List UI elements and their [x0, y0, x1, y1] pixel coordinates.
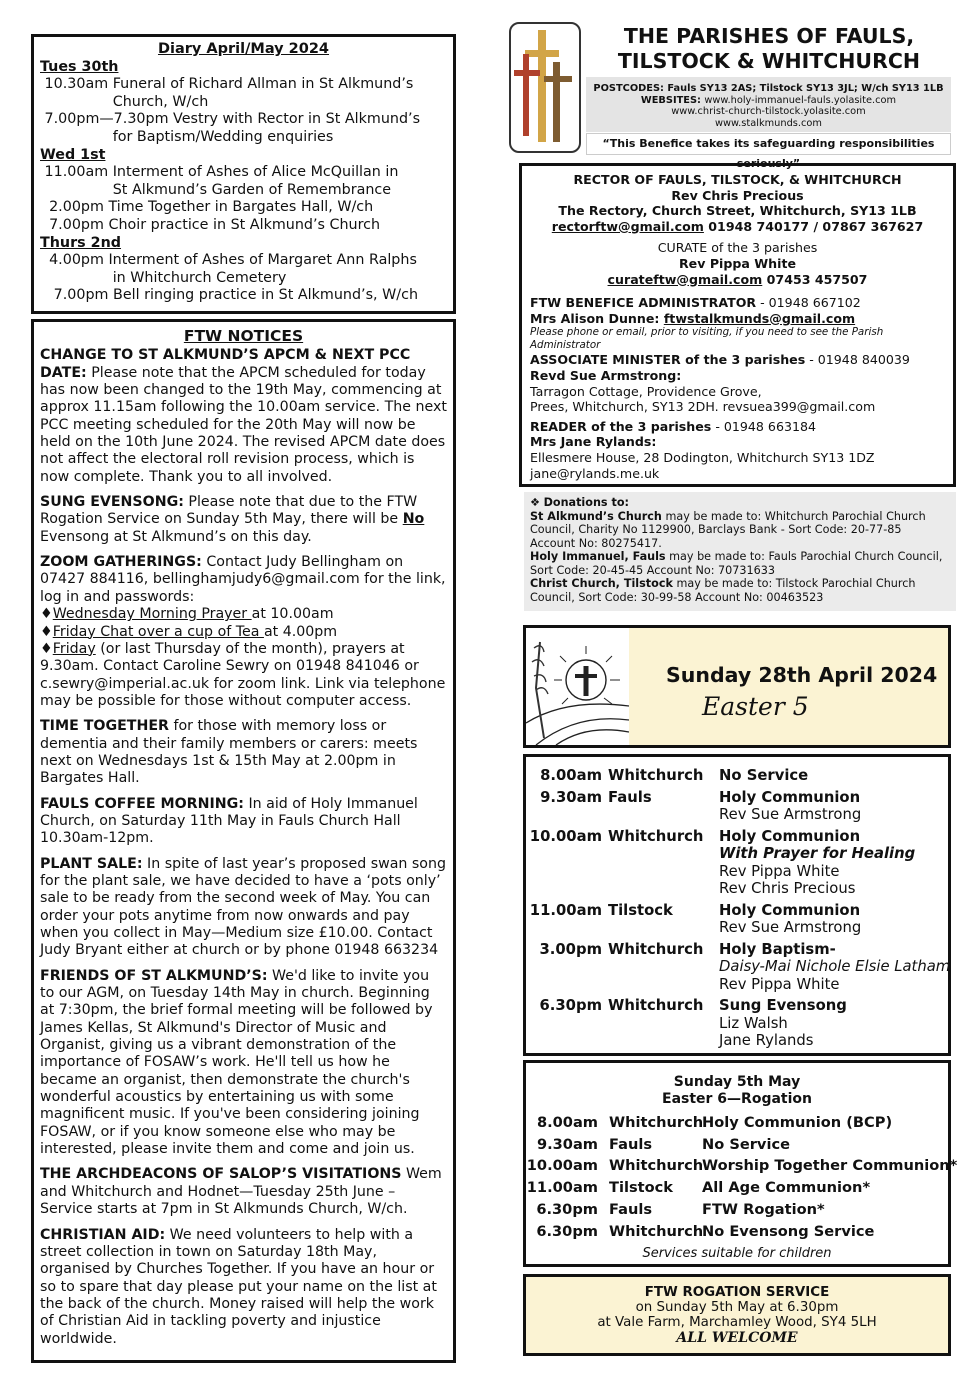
may-service-time: 10.00am [526, 1157, 598, 1175]
bullet-icon: ❖ [530, 496, 544, 509]
contacts-box [519, 163, 956, 487]
service-detail: Holy Baptism- [719, 940, 836, 958]
rogation-title: FTW ROGATION SERVICE [644, 1285, 830, 1300]
service-detail: Holy Communion [719, 827, 861, 845]
service-details [719, 828, 915, 898]
crosses-logo [509, 22, 581, 153]
service-details [719, 997, 847, 1050]
diary-entry: 11.00am Interment of Ashes of Alice McQuillan in [40, 164, 399, 181]
notice-text: for those with memory loss or dementia and their family members or carers: meets next on Wednesdays 1st & 15th May at 2.00pm in Bargates Hall. [40, 718, 418, 787]
service-time: 11.00am [529, 901, 602, 919]
zoom-item: ♦Friday (or last Thursday of the month), prayers at 9.30am. Contact Caroline Sewry on 01948 841046 or c.sewry@imperial.ac.uk for zoom link. Link via telephone may be possible for those without computer access. [40, 640, 446, 709]
service-details [719, 767, 808, 785]
notice-text: Contact Judy Bellingham on 07427 884116, bellinghamjudy6@gmail.com for the link, log in and passwords: [40, 554, 446, 605]
may-service-name: No Evensong Service [702, 1222, 875, 1240]
zoom-item: ♦Friday Chat over a cup of Tea at 4.00pm [40, 623, 338, 640]
rector-name: Rev Chris Precious [671, 187, 804, 203]
diary-day: Tues 30th [40, 58, 119, 75]
associate-line [530, 352, 945, 368]
may-service-place: Whitchurch [609, 1157, 704, 1175]
associate-phone: - 01948 840039 [805, 352, 910, 368]
rector-title: RECTOR OF FAULS, TILSTOCK, & WHITCHURCH [573, 172, 902, 187]
diary-entry: 4.00pm Interment of Ashes of Margaret Ann Ralphs [40, 252, 417, 269]
zoom-item-link[interactable]: Friday Chat over a cup of Tea [52, 623, 264, 640]
notice-text: Please note that the APCM scheduled for today has now been changed to the 19th May, commencing at approx 11.15am following the 10.00am service. The next PCC meeting scheduled for the 20th May will now be held on the 10th June 2024. The revised APCM date does not affect the electoral roll revision process, which is now complete. Thank you to all involved. [40, 364, 447, 485]
donation-text: may be made to: Whitchurch Parochial Church Council, Charity No 1129900, Barclays Bank - Sort Code: 20-77-85 Account No: 80275417. [530, 509, 926, 550]
admin-name-line [530, 311, 945, 327]
notice-heading: PLANT SALE: [40, 855, 143, 872]
notice-heading: SUNG EVENSONG: [40, 494, 184, 511]
websites-line [586, 95, 951, 107]
curate-email[interactable]: curateftw@gmail.com [607, 271, 763, 287]
service-detail: With Prayer for Healing [719, 845, 916, 862]
notice-time-together [40, 718, 447, 787]
service-time: 10.00am [529, 827, 602, 845]
service-place: Whitchurch [608, 827, 704, 845]
notice-text: Evensong at St Alkmund’s on this day. [40, 528, 312, 545]
donation-fauls [530, 550, 950, 577]
curate-title: CURATE of the 3 parishes [657, 240, 818, 256]
service-details [719, 789, 861, 824]
parish-title [588, 24, 950, 74]
may-service-name: Holy Communion (BCP) [702, 1114, 893, 1131]
crosses-icon [511, 24, 579, 151]
safeguarding-statement: “This Benefice takes its safeguarding responsibilities seriously” [586, 133, 951, 155]
zoom-item: ♦Wednesday Morning Prayer at 10.00am [40, 606, 334, 623]
curate-phone: 07453 457507 [762, 271, 868, 287]
sunrise-cross-image [526, 628, 629, 745]
rogation-venue: at Vale Farm, Marchamley Wood, SY4 5LH [597, 1315, 877, 1331]
donation-alkmund [530, 510, 950, 551]
may-service-time: 6.30pm [536, 1222, 598, 1240]
service-details [719, 902, 861, 937]
service-time: 3.00pm [539, 940, 602, 958]
admin-title: FTW BENEFICE ADMINISTRATOR [530, 295, 757, 311]
zoom-item-time: at 10.00am [251, 606, 334, 623]
curate-contact [530, 272, 945, 288]
website-link[interactable]: www.holy-immanuel-fauls.yolasite.com [704, 94, 897, 106]
notices-title: FTW NOTICES [183, 327, 304, 345]
notice-heading: CHANGE TO ST ALKMUND’S APCM & NEXT PCC DATE: [40, 347, 411, 381]
donation-church: Holy Immanuel, Fauls [530, 550, 666, 563]
rector-email[interactable]: rectorftw@gmail.com [551, 218, 704, 234]
may-service-place: Whitchurch [609, 1222, 704, 1240]
notice-friends [40, 968, 447, 1159]
admin-email[interactable]: ftwstalkmunds@gmail.com [663, 310, 856, 326]
diary-entry: in Whitchurch Cemetery [40, 269, 287, 286]
diary-box [31, 34, 456, 314]
zoom-item-time: at 4.00pm [263, 623, 338, 640]
notice-christian-aid [40, 1227, 447, 1348]
parish-title-line: THE PARISHES OF FAULS, [623, 24, 915, 48]
service-detail: No Service [719, 767, 809, 784]
service-detail: Rev Pippa White [719, 862, 840, 880]
notice-coffee [40, 796, 447, 848]
sunday-date: Sunday 28th April 2024 [666, 663, 938, 687]
zoom-item-link[interactable]: Wednesday Morning Prayer [52, 606, 252, 623]
service-time: 6.30pm [539, 997, 602, 1014]
rector-phone: 01948 740177 / 07867 367627 [703, 218, 924, 234]
may-service-name: No Service [702, 1135, 790, 1153]
service-detail: Rev Sue Armstrong [719, 919, 862, 936]
service-detail: Liz Walsh [719, 1014, 788, 1032]
diary-day: Wed 1st [40, 146, 106, 163]
notice-text: Please note that due to the FTW Rogation Service on Sunday 5th May, there will be [40, 494, 418, 528]
website-link[interactable]: www.stalkmunds.com [715, 117, 822, 129]
service-time: 9.30am [540, 788, 602, 806]
service-place: Whitchurch [608, 997, 704, 1014]
postcode-box [586, 77, 951, 132]
websites-label: WEBSITES: [640, 94, 705, 106]
notice-heading: THE ARCHDEACONS OF SALOP’S VISITATIONS [40, 1166, 402, 1183]
donation-church: St Alkmund’s Church [530, 509, 662, 523]
may-service-time: 9.30am [536, 1135, 598, 1153]
rogation-date: on Sunday 5th May at 6.30pm [635, 1300, 839, 1316]
rector-contact [530, 219, 945, 235]
may-service-time: 8.00am [536, 1114, 598, 1131]
zoom-item-link[interactable]: Friday [52, 640, 96, 657]
notice-text: In spite of last year’s proposed swan song for the plant sale, we have decided to have a ‘pots only’ sale to be ready from the second week of May. You can order your pots anytime from now onwards and pay when you collect in May—Medium size £10.00. Contact Judy Bryant either at church or by phone 01948 663234 [40, 855, 446, 959]
service-place: Whitchurch [608, 940, 704, 958]
service-detail: Holy Communion [719, 788, 861, 806]
notice-plant [40, 856, 447, 960]
notice-heading: FAULS COFFEE MORNING: [40, 795, 244, 812]
diary-title: Diary April/May 2024 [157, 41, 330, 57]
associate-address: Tarragon Cottage, Providence Grove, [530, 383, 762, 399]
notice-heading: TIME TOGETHER [40, 718, 169, 735]
notice-text: Wem and Whitchurch and Hodnet—Tuesday 25th June – Service starts at 7pm in St Alkmunds Church, W/ch. [40, 1166, 442, 1218]
rogation-box [523, 1274, 951, 1356]
notice-text: We'd like to invite you to our AGM, on Tuesday 14th May in church. Beginning at 7:30pm, the brief formal meeting will be followed by James Kellas, St Alkmund's Director of Music and Organist, giving us a vibrant demonstration of the importance of FOSAW’s work. He'll tell us how he became an organist, then demonstrate the church's wonderful acoustics by entertaining us with some magnificent music. If you've been considering joining FOSAW, or if you know someone else who may be interested, please invite them and come and join us. [40, 967, 433, 1158]
notice-apcm [40, 347, 447, 486]
reader-name: Mrs Jane Rylands: [530, 434, 657, 450]
diary-entry: 2.00pm Time Together in Bargates Hall, W/ch [40, 199, 374, 216]
rogation-welcome: ALL WELCOME [676, 1329, 798, 1346]
associate-title: ASSOCIATE MINISTER of the 3 parishes [530, 352, 806, 368]
parish-title-line: TILSTOCK & WHITCHURCH [617, 49, 921, 73]
notice-heading: FRIENDS OF ST ALKMUND’S: [40, 967, 268, 984]
notice-evensong [40, 494, 447, 546]
service-detail: Daisy-Mai Nichole Elsie Latham [719, 958, 951, 975]
may-date: Sunday 5th May [673, 1074, 801, 1090]
service-place: Fauls [608, 788, 652, 806]
notice-text: We need volunteers to help with a street collection in town on Saturday 18th May, organised by Churches Together. If you have an hour or so to spare that day please put your name on the list at the back of the church. Money raised will help the work of Christian Aid in tackling poverty and injustice worldwide. [40, 1226, 437, 1347]
admin-phone: - 01948 667102 [756, 295, 861, 311]
service-place: Whitchurch [608, 767, 704, 784]
may-service-name: Worship Together Communion* [702, 1157, 958, 1175]
donation-tilstock [530, 577, 950, 604]
may-service-name: All Age Communion* [702, 1179, 871, 1197]
notice-zoom [40, 554, 447, 710]
service-time: 8.00am [540, 767, 602, 784]
service-detail: Holy Communion [719, 901, 861, 919]
notice-heading: ZOOM GATHERINGS: [40, 554, 202, 571]
reader-line [530, 419, 945, 435]
notice-archdeacons [40, 1166, 447, 1218]
sunrise-cross-icon [526, 628, 629, 745]
diary-entry: 7.00pm Bell ringing practice in St Alkmund’s, W/ch [40, 287, 419, 304]
service-details [719, 941, 950, 994]
may-service-place: Fauls [609, 1135, 653, 1153]
associate-name: Revd Sue Armstrong: [530, 367, 682, 383]
donation-text: may be made to: Fauls Parochial Church Council, Sort Code: 20-45-45 Account No: 70731633 [530, 550, 943, 577]
diary-entry: St Alkmund’s Garden of Remembrance [40, 181, 392, 198]
service-detail: Rev Sue Armstrong [719, 806, 862, 823]
reader-address: Ellesmere House, 28 Dodington, Whitchurch SY13 1DZ [530, 449, 875, 465]
sunday-banner [523, 625, 951, 748]
diary-entry: Church, W/ch [40, 93, 209, 110]
zoom-item-text: (or last Thursday of the month), prayers at 9.30am. Contact Caroline Sewry on 01948 841046 or c.sewry@imperial.ac.uk for zoom link. Link via telephone may be possible for those without computer access. [40, 640, 446, 709]
diary-entry: for Baptism/Wedding enquiries [40, 128, 334, 145]
curate-name: Rev Pippa White [678, 255, 797, 271]
service-place: Tilstock [608, 901, 673, 919]
reader-phone: - 01948 663184 [711, 418, 817, 434]
service-schedule [523, 754, 951, 1056]
may-service-place: Tilstock [609, 1179, 674, 1197]
website-link[interactable]: www.christ-church-tilstock.yolasite.com [671, 106, 866, 118]
may-service-place: Whitchurch [609, 1114, 704, 1131]
associate-address: Prees, Whitchurch, SY13 2DH. revsuea399@gmail.com [530, 399, 876, 415]
rector-address: The Rectory, Church Street, Whitchurch, SY13 1LB [558, 203, 917, 219]
may-service-time: 11.00am [526, 1179, 598, 1197]
donation-text: may be made to: Tilstock Parochial Church Council, Sort Code: 30-99-58 Account No: 00463523 [530, 577, 916, 604]
sunday-name: Easter 5 [702, 692, 809, 721]
admin-line [530, 295, 945, 311]
service-detail: Sung Evensong [719, 997, 847, 1014]
notices-box [31, 319, 456, 1363]
donations-heading-line [530, 496, 950, 510]
donation-church: Christ Church, Tilstock [530, 577, 673, 590]
service-detail: Rev Pippa White [719, 975, 840, 993]
may-schedule [523, 1060, 958, 1267]
may-footnote: Services suitable for children [642, 1246, 832, 1261]
donations-heading: Donations to: [543, 496, 629, 509]
postcodes: POSTCODES: Fauls SY13 2AS; Tilstock SY13 3JL; W/ch SY13 1LB [593, 83, 944, 94]
may-service-name: FTW Rogation* [702, 1200, 825, 1218]
diary-list [40, 59, 447, 305]
diary-entry: 7.00pm—7.30pm Vestry with Rector in St Alkmund’s [40, 111, 421, 128]
notice-heading: CHRISTIAN AID: [40, 1226, 166, 1243]
notice-emphasis: No [402, 511, 425, 528]
reader-email[interactable]: jane@rylands.me.uk [530, 465, 660, 481]
service-detail: Rev Chris Precious [719, 880, 856, 897]
may-heading [526, 1074, 948, 1107]
may-service-place: Fauls [609, 1200, 653, 1218]
reader-title: READER of the 3 parishes [530, 418, 712, 434]
service-detail: Jane Rylands [719, 1032, 814, 1049]
diary-entry: 7.00pm Choir practice in St Alkmund’s Church [40, 216, 381, 233]
admin-name: Mrs Alison Dunne: [530, 310, 664, 326]
donations-box [524, 492, 956, 611]
notice-text: In aid of Holy Immanuel Church, on Saturday 11th May in Fauls Church Hall 10.30am-12pm. [40, 795, 418, 847]
diary-entry: 10.30am Funeral of Richard Allman in St Alkmund’s [40, 76, 414, 93]
diary-day: Thurs 2nd [40, 234, 122, 251]
admin-note: Please phone or email, prior to visiting, if you need to see the Parish Administrator [530, 326, 884, 352]
may-service-time: 6.30pm [536, 1200, 598, 1218]
may-sunday-name: Easter 6—Rogation [662, 1090, 812, 1107]
